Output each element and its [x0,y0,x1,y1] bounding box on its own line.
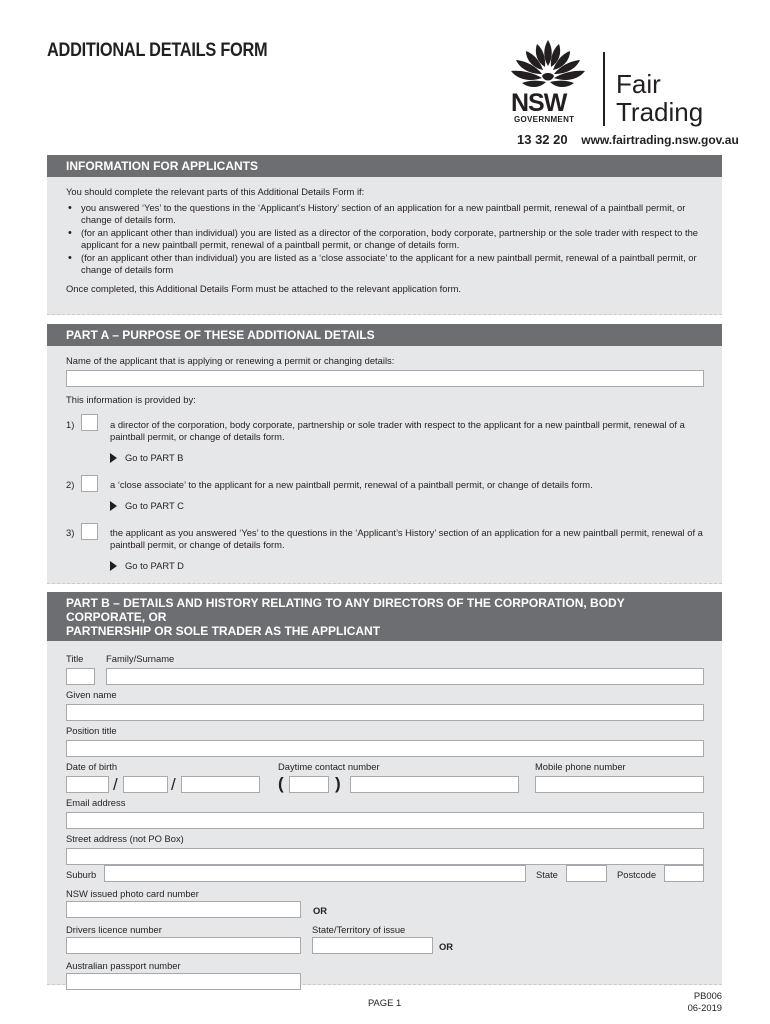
option-text: a director of the corporation, body corporate, partnership or sole trader with respect to the applicant for a new paintball permit, renewal of a paintball permit, or change of details form. [110,419,685,442]
family-label: Family/Surname [106,653,175,664]
form-code-id: PB006 [693,990,722,1001]
licence-input[interactable] [66,937,301,954]
area-code-input[interactable] [289,776,329,793]
goto-part-c: Go to PART C [125,500,184,511]
state-territory-label: State/Territory of issue [312,924,406,935]
arrow-right-icon [110,453,117,463]
waratah-flower-icon [508,38,588,92]
info-bullet: • (for an applicant other than individual) you are listed as a ‘close associate’ to the applicant for a new paintball permit, renewal of a paintball permit, or change of details form [66,252,703,276]
daytime-number-input[interactable] [350,776,519,793]
dob-separator: / [113,775,118,794]
mobile-input[interactable] [535,776,704,793]
option-number: 3) [66,527,75,538]
applicant-name-input[interactable] [66,370,704,387]
option-number: 1) [66,419,75,430]
passport-input[interactable] [66,973,301,990]
contact-line [517,132,739,147]
info-intro: You should complete the relevant parts of this Additional Details Form if: [66,186,365,197]
option-text: a ‘close associate’ to the applicant for a new paintball permit, renewal of a paintball permit, or change of details form. [110,479,593,490]
position-title-label: Position title [66,725,117,736]
part-a-section [47,324,722,584]
dob-label: Date of birth [66,761,118,772]
part-b-heading-line1: PART B – DETAILS AND HISTORY RELATING TO ANY DIRECTORS OF THE CORPORATION, BODY CORPORATE, OR [66,596,625,624]
government-wordmark: GOVERNMENT [514,115,575,124]
logo-divider [603,52,605,126]
form-code [688,990,722,1014]
given-name-label: Given name [66,689,117,700]
state-territory-input[interactable] [312,937,433,954]
arrow-right-icon [110,501,117,511]
passport-label: Australian passport number [66,960,181,971]
page-number: PAGE 1 [368,997,402,1008]
licence-label: Drivers licence number [66,924,162,935]
postcode-label: Postcode [617,869,657,880]
nsw-wordmark: NSW [511,89,567,117]
close-associate-checkbox[interactable] [81,475,98,492]
suburb-label: Suburb [66,869,97,880]
state-input[interactable] [566,865,607,882]
title-input[interactable] [66,668,95,685]
option-text: the applicant as you answered ‘Yes’ to the questions in the ‘Applicant’s History’ section of an application for a new paintball permit, renewal of a paintball permit, or change of details form. [110,527,703,550]
or-label: OR [439,941,454,952]
info-heading: INFORMATION FOR APPLICANTS [47,155,722,177]
info-bullet: • you answered ‘Yes’ to the questions in the ‘Applicant’s History’ section of an application for a new paintball permit, renewal of a paintball permit, or change of details form. [66,202,703,226]
or-label: OR [313,905,328,916]
trading-wordmark: Trading [616,97,704,127]
provided-by-label: This information is provided by: [66,394,196,405]
postcode-input[interactable] [664,865,704,882]
part-a-heading: PART A – PURPOSE OF THESE ADDITIONAL DETAILS [47,324,722,346]
info-section [47,155,722,315]
dob-separator: / [171,775,176,794]
street-label: Street address (not PO Box) [66,833,184,844]
street-input[interactable] [66,848,704,865]
part-b-section [47,592,722,985]
email-label: Email address [66,797,126,808]
photo-card-input[interactable] [66,901,301,918]
area-code-close-paren: ) [335,774,341,793]
position-title-input[interactable] [66,740,704,757]
arrow-right-icon [110,561,117,571]
part-b-heading-line2: PARTNERSHIP OR SOLE TRADER AS THE APPLICANT [66,624,381,638]
goto-part-b: Go to PART B [125,452,184,463]
area-code-open-paren: ( [278,774,284,793]
applicant-name-label: Name of the applicant that is applying or renewing a permit or changing details: [66,355,395,366]
given-name-input[interactable] [66,704,704,721]
title-label: Title [66,653,84,664]
form-code-date: 06-2019 [687,1002,722,1013]
photo-card-label: NSW issued photo card number [66,888,199,899]
info-bullet: • (for an applicant other than individual) you are listed as a director of the corporation, body corporate, partnership or the sole trader with respect to the applicant for a new paintball permit, renewal of a paintball permit, or change of details form. [66,227,703,251]
email-input[interactable] [66,812,704,829]
dob-day-input[interactable] [66,776,109,793]
form-title: ADDITIONAL DETAILS FORM [47,40,268,61]
family-name-input[interactable] [106,668,704,685]
fair-wordmark: Fair [616,69,661,99]
option-number: 2) [66,479,75,490]
applicant-checkbox[interactable] [81,523,98,540]
dob-month-input[interactable] [123,776,168,793]
website-link[interactable]: www.fairtrading.nsw.gov.au [581,133,739,147]
part-b-heading [47,592,722,641]
director-checkbox[interactable] [81,414,98,431]
state-label: State [536,869,558,880]
dob-year-input[interactable] [181,776,260,793]
mobile-label: Mobile phone number [535,761,626,772]
goto-part-d: Go to PART D [125,560,184,571]
info-outro: Once completed, this Additional Details Form must be attached to the relevant application form. [66,283,461,294]
phone-number: 13 32 20 [517,132,568,147]
daytime-label: Daytime contact number [278,761,380,772]
suburb-input[interactable] [104,865,526,882]
info-bullet-list [66,202,703,276]
